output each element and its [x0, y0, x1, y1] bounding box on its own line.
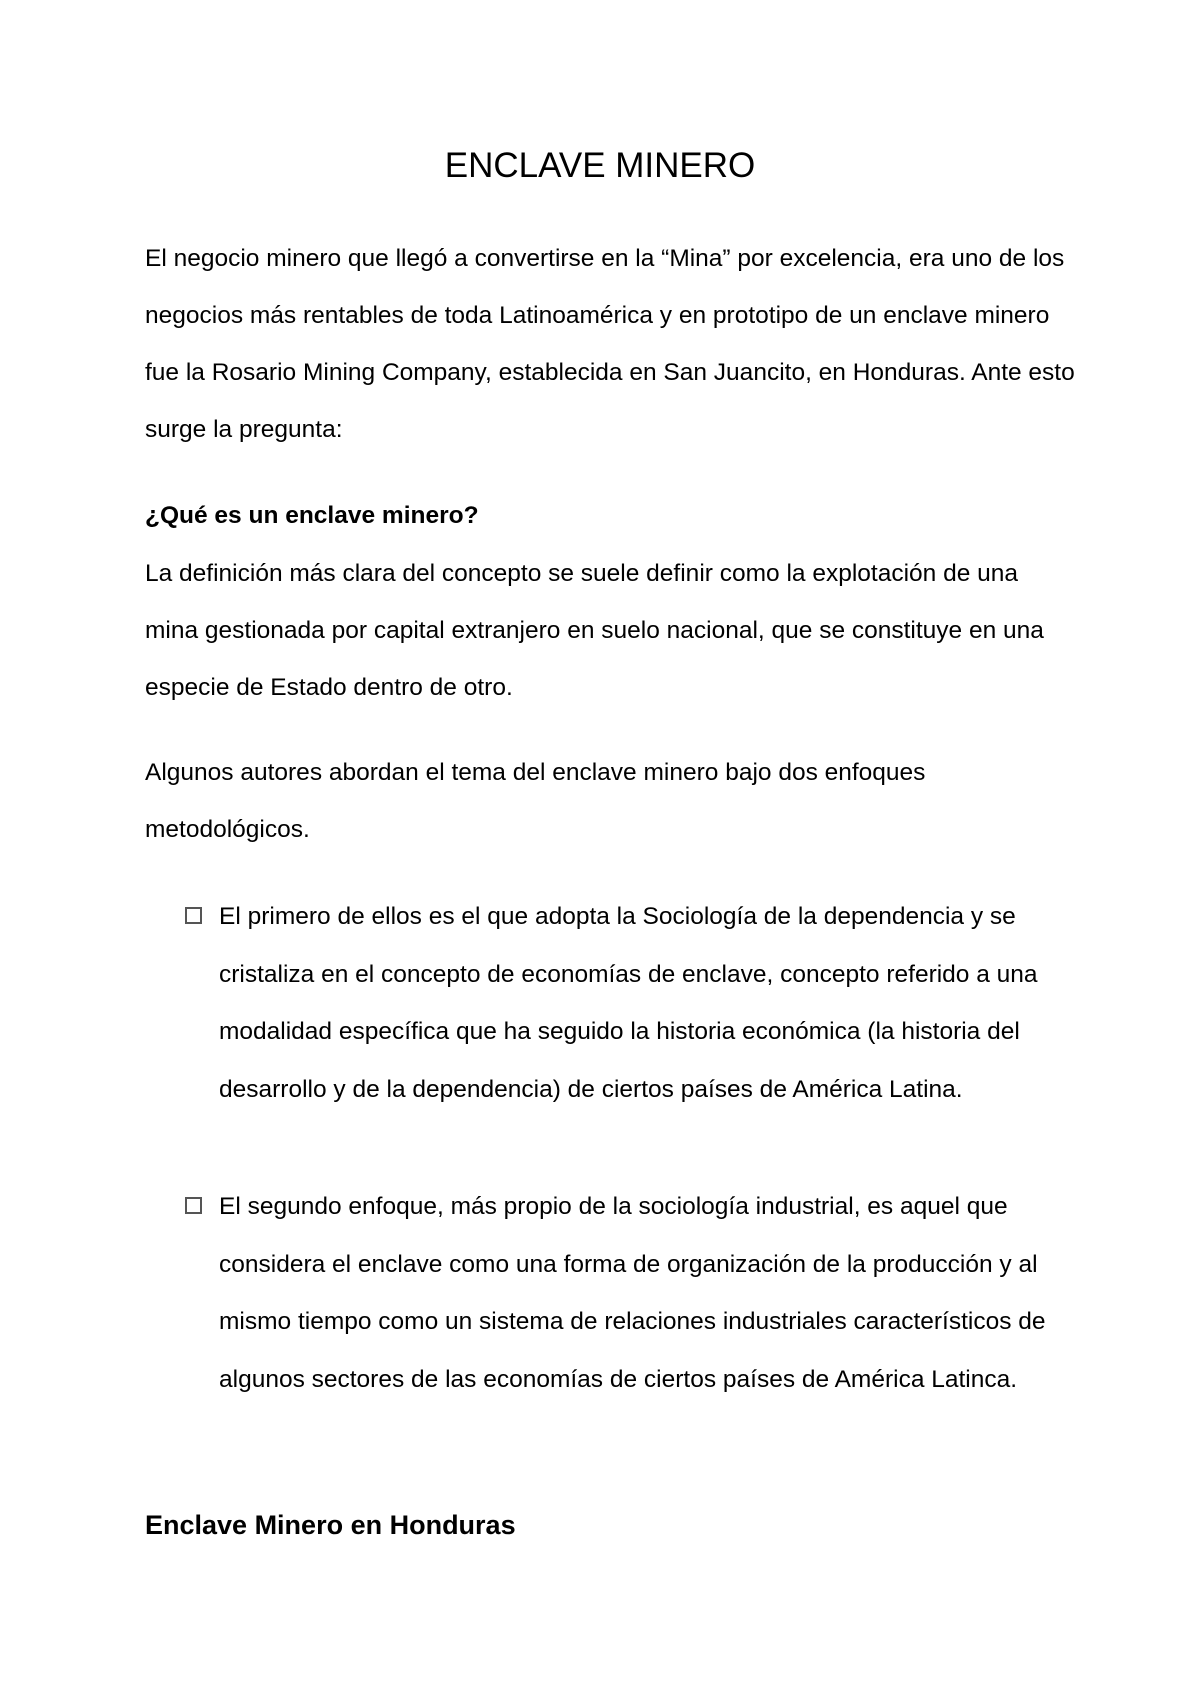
empty-square-bullet-icon: [185, 907, 202, 924]
question-heading: ¿Qué es un enclave minero?: [145, 502, 479, 529]
empty-square-bullet-icon: [185, 1197, 202, 1214]
definition-paragraph: La definición más clara del concepto se suele definir como la explotación de una mina gestionada por capital extranjero en suelo nacional, que se constituye en una especie de Estado dentro de otro.: [145, 560, 1044, 701]
intro-paragraph: El negocio minero que llegó a convertirse en la “Mina” por excelencia, era uno de los negocios más rentables de toda Latinoamérica y en prototipo de un enclave minero fue la Rosario Mining Company, establecida en San Juancito, en Honduras. Ante esto surge la pregunta:: [145, 245, 1075, 443]
bullet-text: El segundo enfoque, más propio de la sociología industrial, es aquel que considera el enclave como una forma de organización de la producción y al mismo tiempo como un sistema de relaciones industriales característicos de algunos sectores de las economías de ciertos países de América Latinca.: [219, 1193, 1046, 1393]
section-heading: Enclave Minero en Honduras: [145, 1510, 516, 1540]
approaches-paragraph: Algunos autores abordan el tema del enclave minero bajo dos enfoques metodológicos.: [145, 759, 926, 843]
bullet-text: El primero de ellos es el que adopta la Sociología de la dependencia y se cristaliza en el concepto de economías de enclave, concepto referido a una modalidad específica que ha seguido la historia económica (la historia del desarrollo y de la dependencia) de ciertos países de América Latina.: [219, 903, 1038, 1103]
document-title: ENCLAVE MINERO: [444, 146, 756, 185]
